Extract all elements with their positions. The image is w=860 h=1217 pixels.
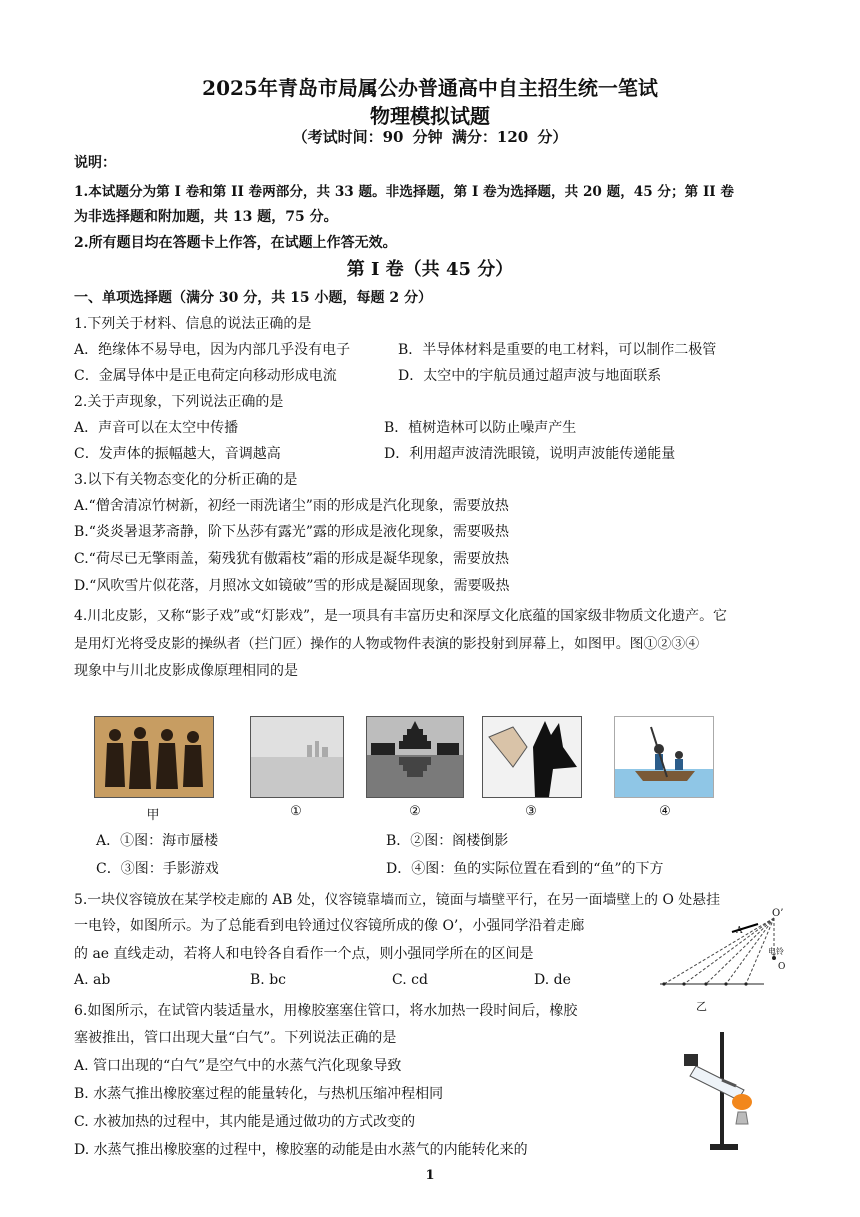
exam-info: （考试时间：90 分钟 满分：120 分） [292, 128, 568, 146]
q5-option-d: D. de [534, 972, 571, 988]
q5-stem-3: 的 ae 直线走动，若将人和电铃各自看作一个点，则小强同学所在的区间是 [74, 946, 534, 962]
hand-shadow-image [482, 716, 582, 798]
figure-caption-1: ① [290, 804, 302, 819]
q2-option-b: B．植树造林可以防止噪声产生 [384, 420, 577, 436]
q2-option-c: C．发声体的振幅越大，音调越高 [74, 446, 281, 462]
q1-option-a: A．绝缘体不易导电，因为内部几乎没有电子 [74, 342, 351, 358]
q3-stem: 3.以下有关物态变化的分析正确的是 [74, 472, 298, 488]
q4-stem-3: 现象中与川北皮影成像原理相同的是 [74, 663, 298, 679]
q3-option-c: C.“荷尽已无擎雨盖，菊残犹有傲霜枝”霜的形成是凝华现象，需要放热 [74, 551, 509, 567]
bell-label: 电铃 [768, 947, 784, 956]
mirror-diagram [654, 908, 794, 1014]
fisherman-image [614, 716, 714, 798]
q5-option-b: B. bc [250, 972, 286, 988]
instructions-label: 说明： [74, 155, 116, 171]
q4-option-d: D．④图：鱼的实际位置在看到的“鱼”的下方 [386, 861, 664, 877]
exam-subtitle: 物理模拟试题 [370, 104, 490, 128]
diagram-caption: 乙 [696, 1000, 707, 1013]
part-title: 一、单项选择题（满分 30 分，共 15 小题，每题 2 分） [74, 290, 432, 306]
q3-option-b: B.“炎炎暑退茅斋静，阶下丛莎有露光”露的形成是液化现象，需要吸热 [74, 524, 510, 540]
q6-option-c: C. 水被加热的过程中，其内能是通过做功的方式改变的 [74, 1114, 416, 1130]
instruction-line-1b: 为非选择题和附加题，共 13 题，75 分。 [74, 209, 338, 225]
figure-caption-4: ④ [659, 804, 671, 819]
q5-option-a: A. ab [74, 972, 111, 988]
instruction-line-1a: 1.本试题分为第 I 卷和第 II 卷两部分，共 33 题。非选择题，第 I 卷为选择题，共 20 题，45 分；第 II 卷 [74, 184, 734, 200]
instruction-line-2: 2.所有题目均在答题卡上作答，在试题上作答无效。 [74, 235, 397, 251]
q6-option-b: B. 水蒸气推出橡胶塞过程的能量转化，与热机压缩冲程相同 [74, 1086, 444, 1102]
q1-option-d: D．太空中的宇航员通过超声波与地面联系 [398, 368, 662, 384]
q3-option-a: A.“僧舍清凉竹树新，初经一雨洗诸尘”雨的形成是汽化现象，需要放热 [74, 498, 509, 514]
q5-option-c: C. cd [392, 972, 428, 988]
test-tube-apparatus [676, 1028, 796, 1158]
q1-option-c: C．金属导体中是正电荷定向移动形成电流 [74, 368, 337, 384]
figure-caption-3: ③ [525, 804, 537, 819]
q3-option-d: D.“风吹雪片似花落，月照冰文如镜破”雪的形成是凝固现象，需要吸热 [74, 578, 510, 594]
exam-title: 2025年青岛市局属公办普通高中自主招生统一笔试 [202, 76, 658, 100]
q4-option-b: B．②图：阁楼倒影 [386, 833, 509, 849]
page-number: 1 [425, 1168, 435, 1183]
section-title: 第 I 卷（共 45 分） [346, 259, 514, 280]
image-point-label: O’ [772, 908, 784, 919]
q6-stem-2: 塞被推出，管口出现大量“白气”。下列说法正确的是 [74, 1030, 397, 1046]
q6-option-a: A. 管口出现的“白气”是空气中的水蒸气汽化现象导致 [74, 1058, 402, 1074]
q1-stem: 1.下列关于材料、信息的说法正确的是 [74, 316, 312, 332]
q6-option-d: D. 水蒸气推出橡胶塞的过程中，橡胶塞的动能是由水蒸气的内能转化来的 [74, 1142, 528, 1158]
figure-caption-jia: 甲 [146, 808, 160, 823]
q4-stem-1: 4.川北皮影，又称“影子戏”或“灯影戏”，是一项具有丰富历史和深厚文化底蕴的国家级非物质文化遗产。它 [74, 608, 727, 624]
q2-option-d: D．利用超声波清洗眼镜，说明声波能传递能量 [384, 446, 676, 462]
q4-option-a: A．①图：海市蜃楼 [96, 833, 219, 849]
figure-caption-2: ② [409, 804, 421, 819]
q4-option-c: C．③图：手影游戏 [96, 861, 219, 877]
q1-option-b: B．半导体材料是重要的电工材料，可以制作二极管 [398, 342, 717, 358]
shadow-puppet-image [94, 716, 214, 798]
mirror-label: A [736, 926, 743, 936]
q5-stem-2: 一电铃，如图所示。为了总能看到电铃通过仪容镜所成的像 O’，小强同学沿着走廊 [74, 918, 585, 934]
mirage-image [250, 716, 344, 798]
q5-stem-1: 5.一块仪容镜放在某学校走廊的 AB 处，仪容镜靠墙而立，镜面与墙壁平行，在另一面墙壁上的 O 处悬挂 [74, 892, 720, 908]
pagoda-reflection-image [366, 716, 464, 798]
q2-option-a: A．声音可以在太空中传播 [74, 420, 239, 436]
q6-stem-1: 6.如图所示，在试管内装适量水，用橡胶塞塞住管口，将水加热一段时间后，橡胶 [74, 1003, 578, 1019]
q4-stem-2: 是用灯光将受皮影的操纵者（拦门匠）操作的人物或物件表演的影投射到屏幕上，如图甲。图①②③④ [74, 636, 700, 652]
bell-point-label: O [778, 962, 786, 972]
q2-stem: 2.关于声现象，下列说法正确的是 [74, 394, 284, 410]
